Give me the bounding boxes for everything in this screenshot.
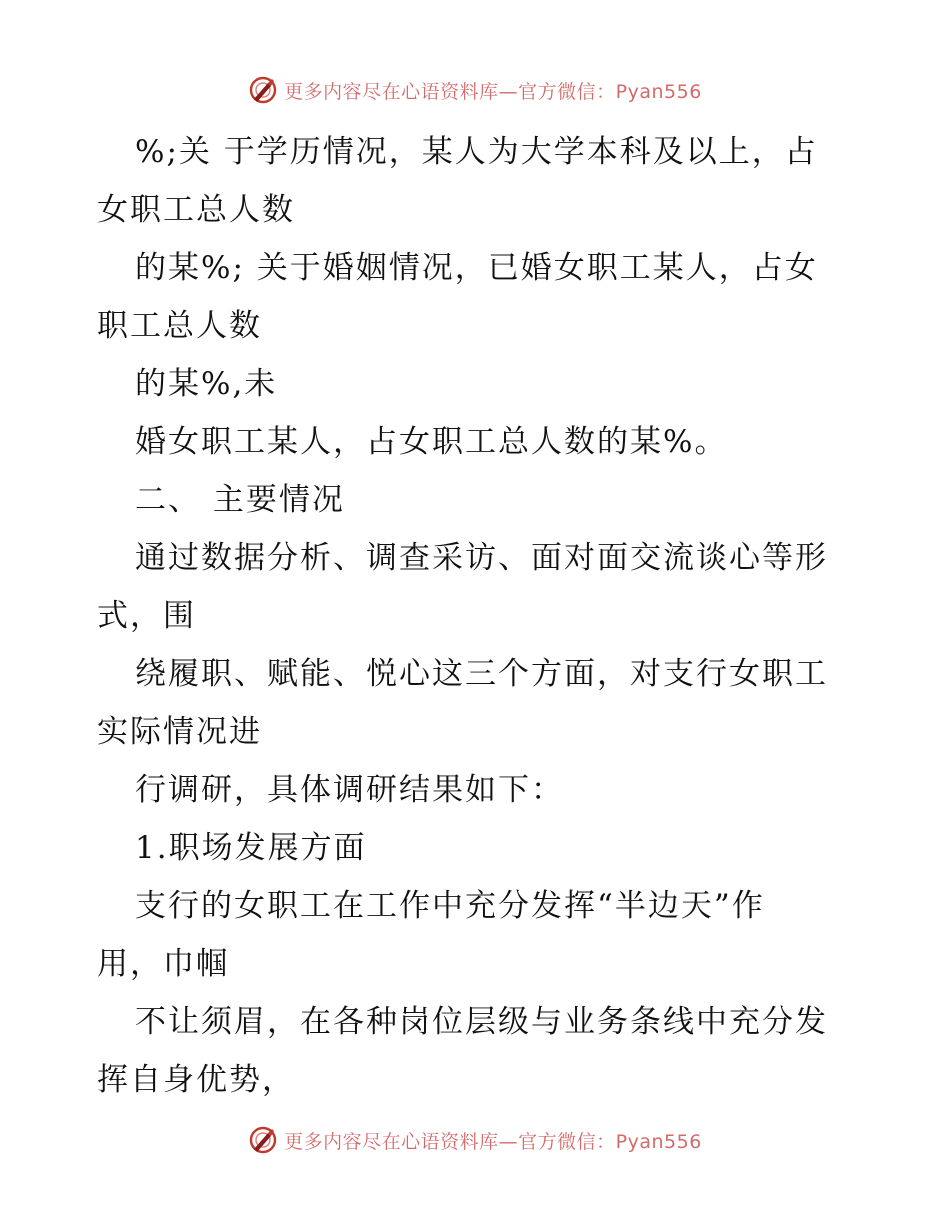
paragraph-line: 二、 主要情况 [135,482,345,518]
paragraph-line: %;关 于学历情况，某人为大学本科及以上，占 [135,134,818,170]
paragraph-line: 实际情况进 [97,714,262,750]
watermark-text: 更多内容尽在心语资料库—官方微信：Pyan556 [284,1130,702,1153]
header-watermark [0,72,950,108]
footer-watermark [0,1122,950,1158]
document-body [97,123,867,1109]
paragraph-line: 的某%; 关于婚姻情况，已婚女职工某人，占女 [135,250,818,286]
pen-seal-icon [248,75,278,105]
paragraph-line: 挥自身优势， [97,1062,295,1098]
pen-seal-icon [248,1125,278,1155]
paragraph-line: 通过数据分析、调查采访、面对面交流谈心等形 [135,540,828,576]
paragraph-line: 婚女职工某人，占女职工总人数的某%。 [135,424,728,460]
watermark-text: 更多内容尽在心语资料库—官方微信：Pyan556 [284,80,702,103]
paragraph-line: 式，围 [97,598,196,634]
paragraph-line: 支行的女职工在工作中充分发挥“半边天”作 [135,888,765,924]
paragraph-line: 绕履职、赋能、悦心这三个方面，对支行女职工 [135,656,828,692]
paragraph-line: 行调研，具体调研结果如下： [135,772,564,808]
paragraph-line: 1.职场发展方面 [135,830,367,866]
paragraph-line: 用，巾帼 [97,946,229,982]
paragraph-line: 职工总人数 [97,308,262,344]
paragraph-line: 女职工总人数 [97,192,295,228]
paragraph-line: 不让须眉，在各种岗位层级与业务条线中充分发 [135,1004,828,1040]
paragraph-line: 的某%,未 [135,366,278,402]
